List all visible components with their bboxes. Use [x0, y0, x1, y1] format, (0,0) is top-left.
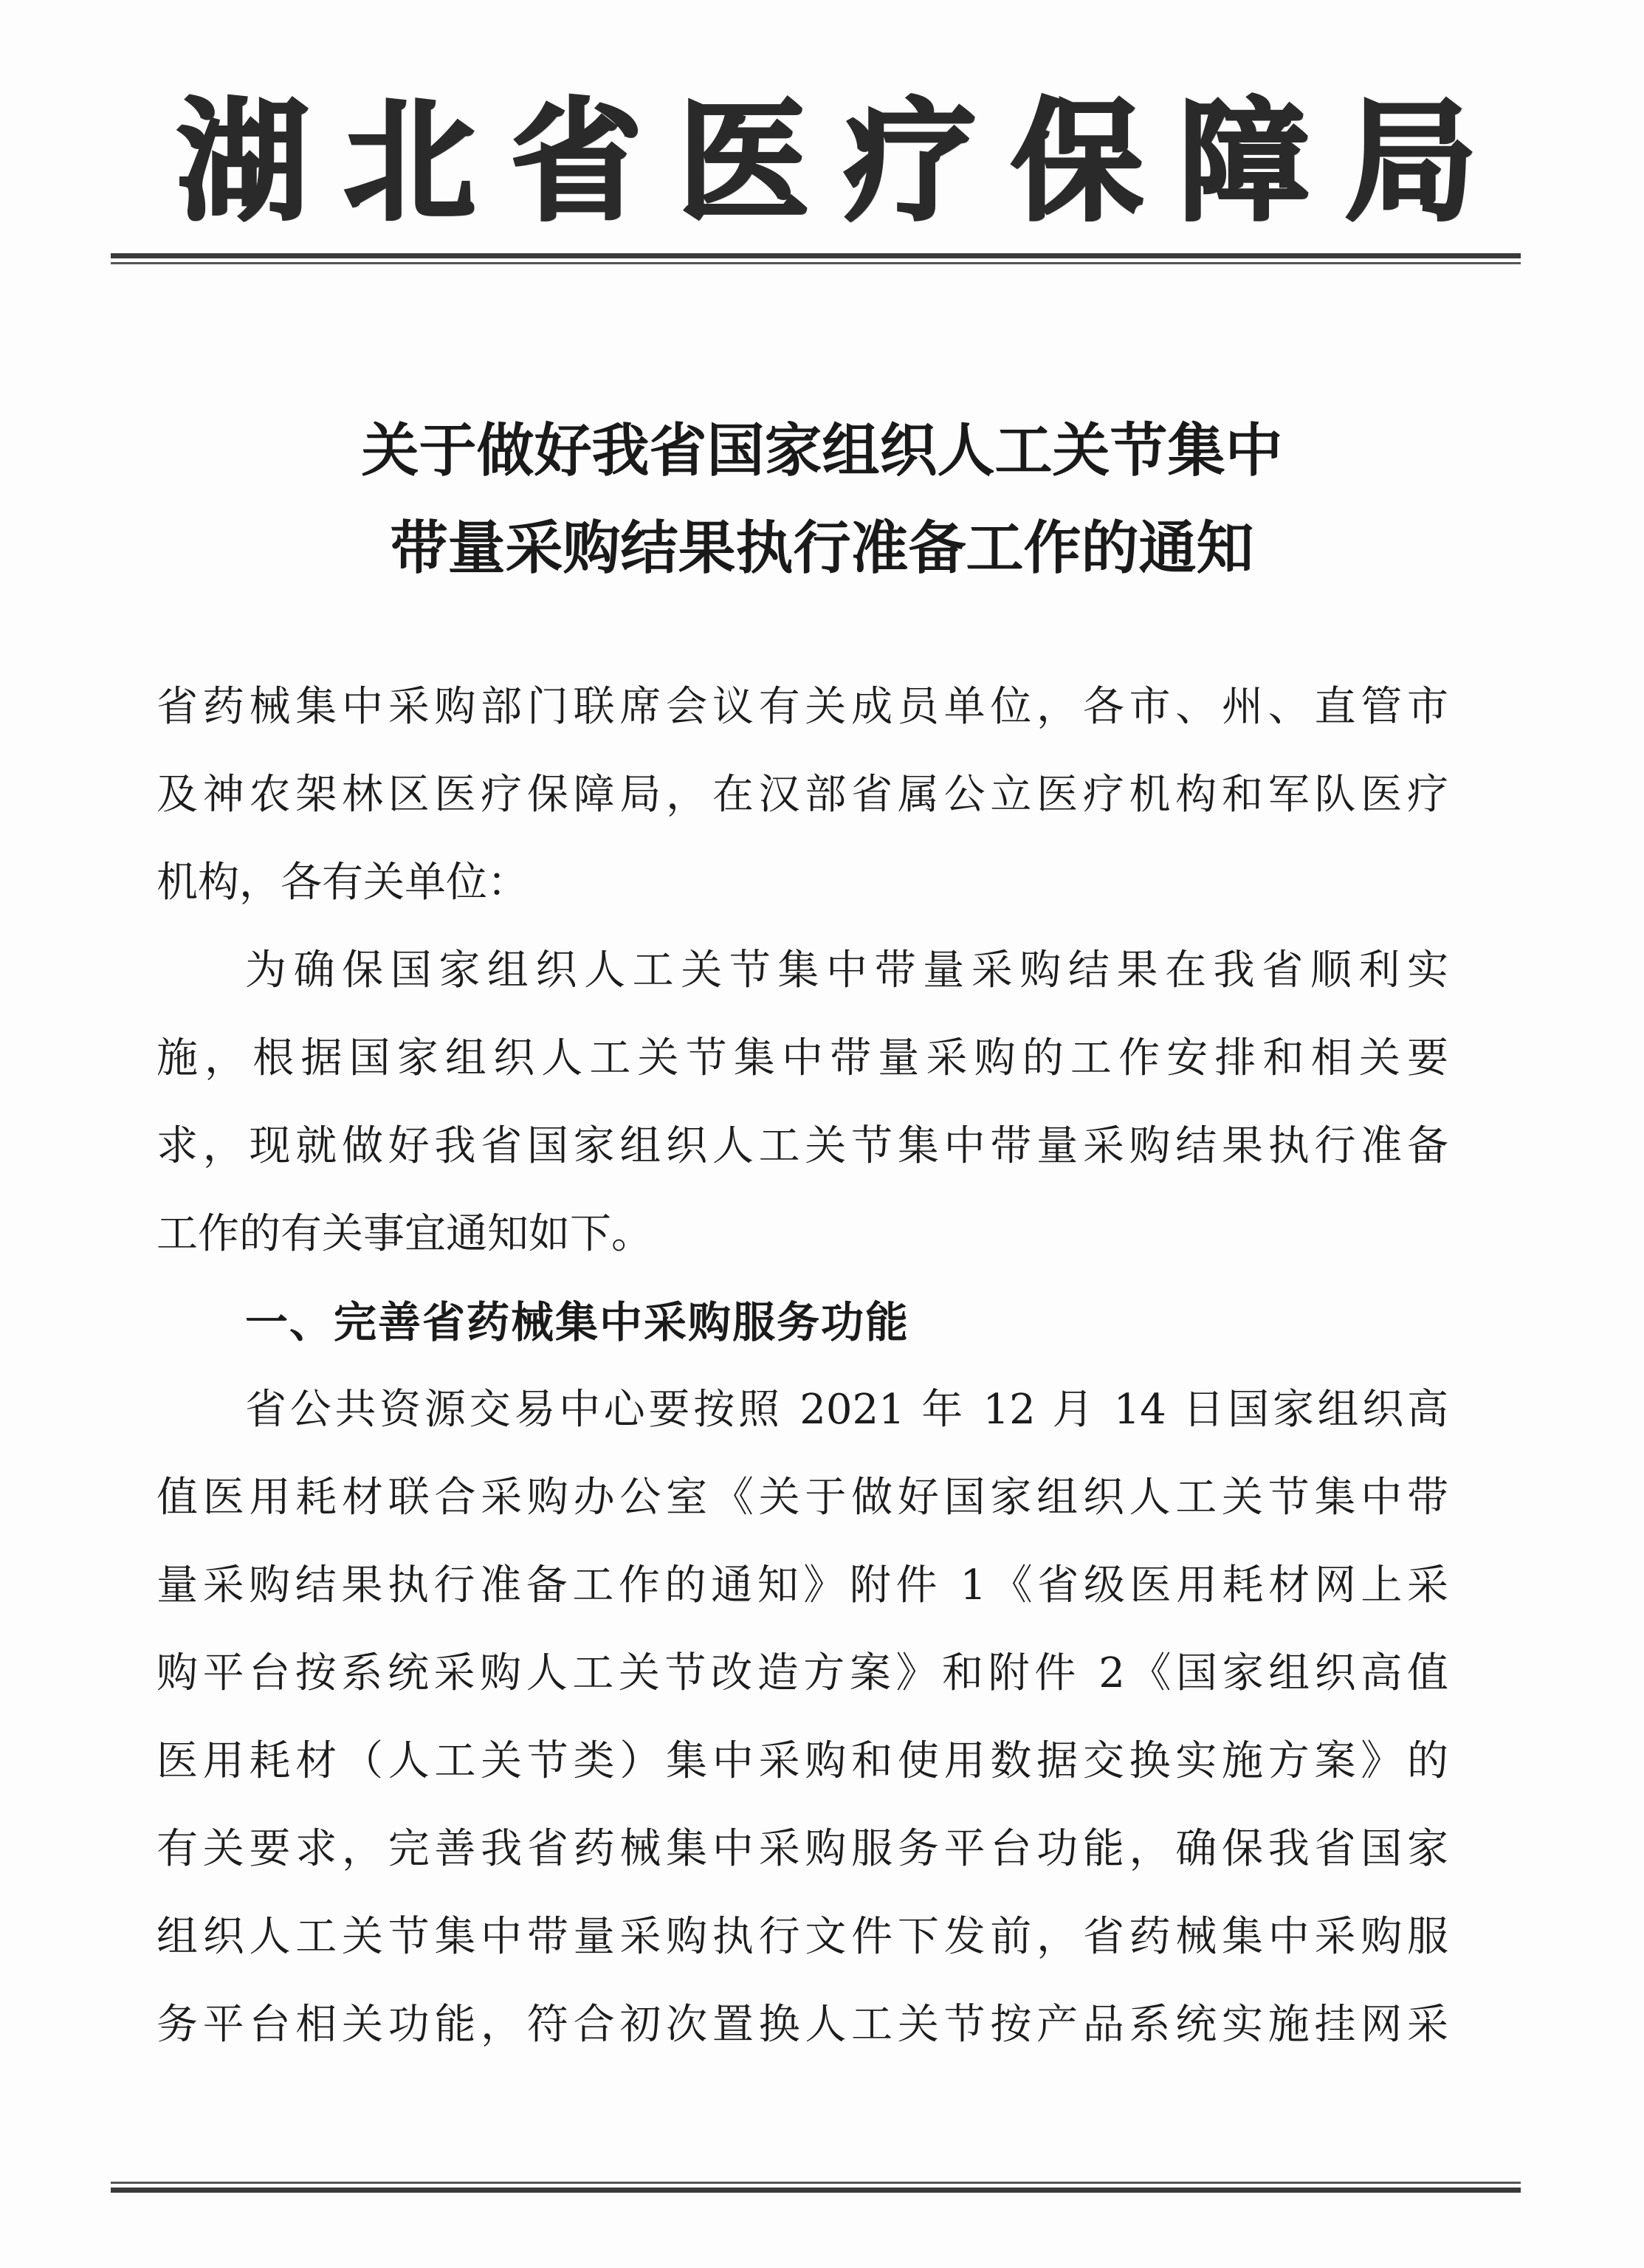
masthead-char: 障 [1178, 86, 1310, 238]
body-line: 值医用耗材联合采购办公室《关于做好国家组织人工关节集中带 [157, 1474, 1448, 1522]
masthead-char: 湖 [177, 86, 309, 238]
body-line: 工作的有关事宜通知如下。 [157, 1210, 653, 1258]
masthead [177, 86, 1476, 238]
document-title-line-1: 关于做好我省国家组织人工关节集中 [361, 418, 1283, 484]
body-line: 医用耗材（人工关节类）集中采购和使用数据交换实施方案》的 [157, 1737, 1448, 1785]
body-line: 有关要求，完善我省药械集中采购服务平台功能，确保我省国家 [157, 1825, 1448, 1873]
masthead-char: 疗 [845, 86, 976, 238]
masthead-char: 省 [511, 86, 642, 238]
footer-rule [111, 2182, 1521, 2193]
masthead-char: 北 [344, 86, 475, 238]
body-line: 为确保国家组织人工关节集中带量采购结果在我省顺利实 [245, 946, 1448, 994]
body-line: 求，现就做好我省国家组织人工关节集中带量采购结果执行准备 [157, 1122, 1448, 1170]
body-line: 及神农架林区医疗保障局，在汉部省属公立医疗机构和军队医疗 [157, 771, 1448, 819]
document-title-line-2: 带量采购结果执行准备工作的通知 [390, 515, 1254, 582]
body-line: 量采购结果执行准备工作的通知》附件 1《省级医用耗材网上采 [157, 1561, 1448, 1609]
section-heading: 一、完善省药械集中采购服务功能 [245, 1297, 910, 1347]
masthead-char: 保 [1011, 86, 1143, 238]
body-line: 组织人工关节集中带量采购执行文件下发前，省药械集中采购服 [157, 1913, 1448, 1961]
body-line: 施，根据国家组织人工关节集中带量采购的工作安排和相关要 [157, 1034, 1448, 1082]
masthead-char: 医 [678, 86, 809, 238]
body-line: 购平台按系统采购人工关节改造方案》和附件 2《国家组织高值 [157, 1649, 1448, 1697]
body-line: 省公共资源交易中心要按照 2021 年 12 月 14 日国家组织高 [245, 1386, 1448, 1434]
body-line: 务平台相关功能，符合初次置换人工关节按产品系统实施挂网采 [157, 2001, 1448, 2049]
masthead-char: 局 [1345, 86, 1476, 238]
header-rule [111, 253, 1521, 264]
body-line: 省药械集中采购部门联席会议有关成员单位，各市、州、直管市 [157, 683, 1448, 731]
body-line: 机构，各有关单位： [157, 859, 529, 907]
